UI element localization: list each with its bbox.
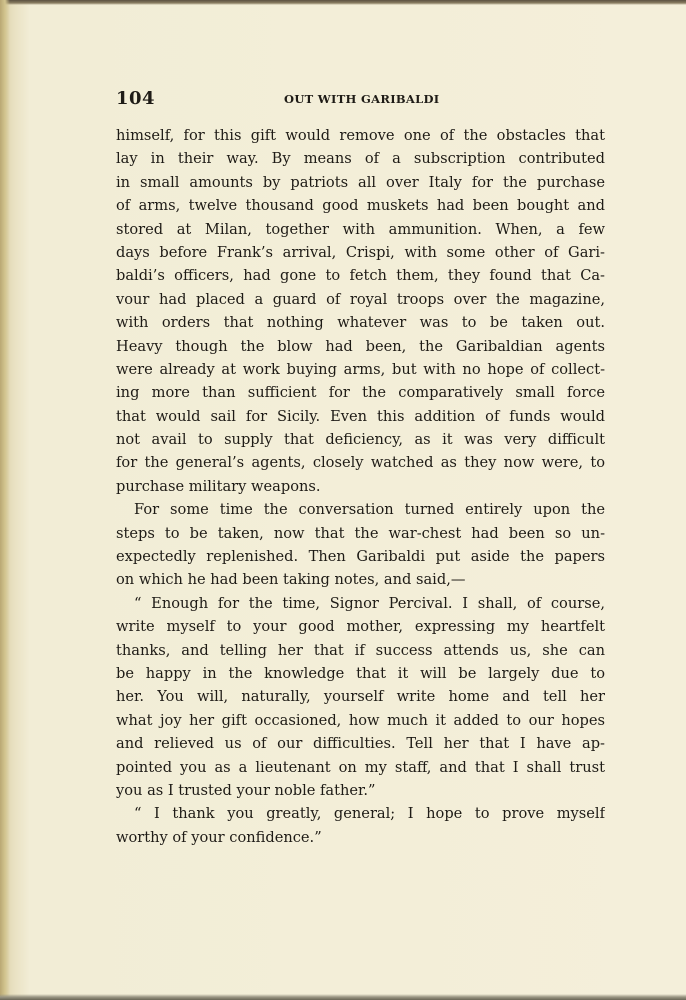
- text-line: expectedly replenished. Then Garibaldi put aside the papers: [116, 548, 605, 566]
- text-line: “ I thank you greatly, general; I hope to prove myself: [134, 805, 605, 823]
- text-line: write myself to your good mother, expressing my heartfelt: [116, 618, 605, 636]
- text-line: for the general’s agents, closely watched as they now were, to: [116, 454, 605, 472]
- text-line: steps to be taken, now that the war-chest had been so un-: [116, 524, 605, 542]
- text-line: with orders that nothing whatever was to be taken out.: [116, 314, 605, 332]
- text-line: were already at work buying arms, but with no hope of collect-: [116, 360, 605, 378]
- running-head: OUT WITH GARIBALDI: [284, 92, 440, 106]
- text-line: days before Frank’s arrival, Crispi, with some other of Gari-: [116, 243, 605, 261]
- text-line: in small amounts by patriots all over Italy for the purchase: [116, 173, 605, 191]
- text-line: be happy in the knowledge that it will be largely due to: [116, 664, 605, 682]
- text-line: what joy her gift occasioned, how much it added to our hopes: [116, 711, 605, 729]
- text-line: Heavy though the blow had been, the Garibaldian agents: [116, 337, 605, 355]
- text-line: lay in their way. By means of a subscription contributed: [116, 150, 605, 168]
- text-line: worthy of your confidence.”: [116, 828, 322, 846]
- page-header: [116, 88, 605, 112]
- text-line: ing more than sufficient for the comparatively small force: [116, 384, 605, 402]
- text-line: you as I trusted your noble father.”: [116, 781, 376, 799]
- page-bottom-shadow: [0, 994, 686, 1000]
- text-line: on which he had been taking notes, and said,—: [116, 571, 466, 589]
- text-line: For some time the conversation turned entirely upon the: [134, 501, 605, 519]
- text-line: vour had placed a guard of royal troops over the magazine,: [116, 290, 605, 308]
- text-line: pointed you as a lieutenant on my staff, and that I shall trust: [116, 758, 605, 776]
- text-line: baldi’s officers, had gone to fetch them, they found that Ca-: [116, 267, 605, 285]
- text-line: stored at Milan, together with ammunition. When, a few: [116, 220, 605, 238]
- text-line: her. You will, naturally, yourself write home and tell her: [116, 688, 605, 706]
- body-text: [116, 124, 605, 849]
- text-line: himself, for this gift would remove one of the obstacles that: [116, 127, 605, 144]
- text-line: that would sail for Sicily. Even this addition of funds would: [116, 407, 605, 425]
- page-binding-edge: [0, 0, 10, 1000]
- text-line: purchase military weapons.: [116, 477, 321, 495]
- text-line: and relieved us of our difficulties. Tell her that I have ap-: [116, 735, 605, 753]
- text-line: of arms, twelve thousand good muskets had been bought and: [116, 197, 605, 215]
- text-line: thanks, and telling her that if success attends us, she can: [116, 641, 605, 659]
- page-top-shadow: [0, 0, 686, 5]
- text-line: “ Enough for the time, Signor Percival. I shall, of course,: [134, 594, 605, 612]
- text-line: not avail to supply that deficiency, as it was very difficult: [116, 431, 605, 449]
- page-number: 104: [116, 88, 156, 109]
